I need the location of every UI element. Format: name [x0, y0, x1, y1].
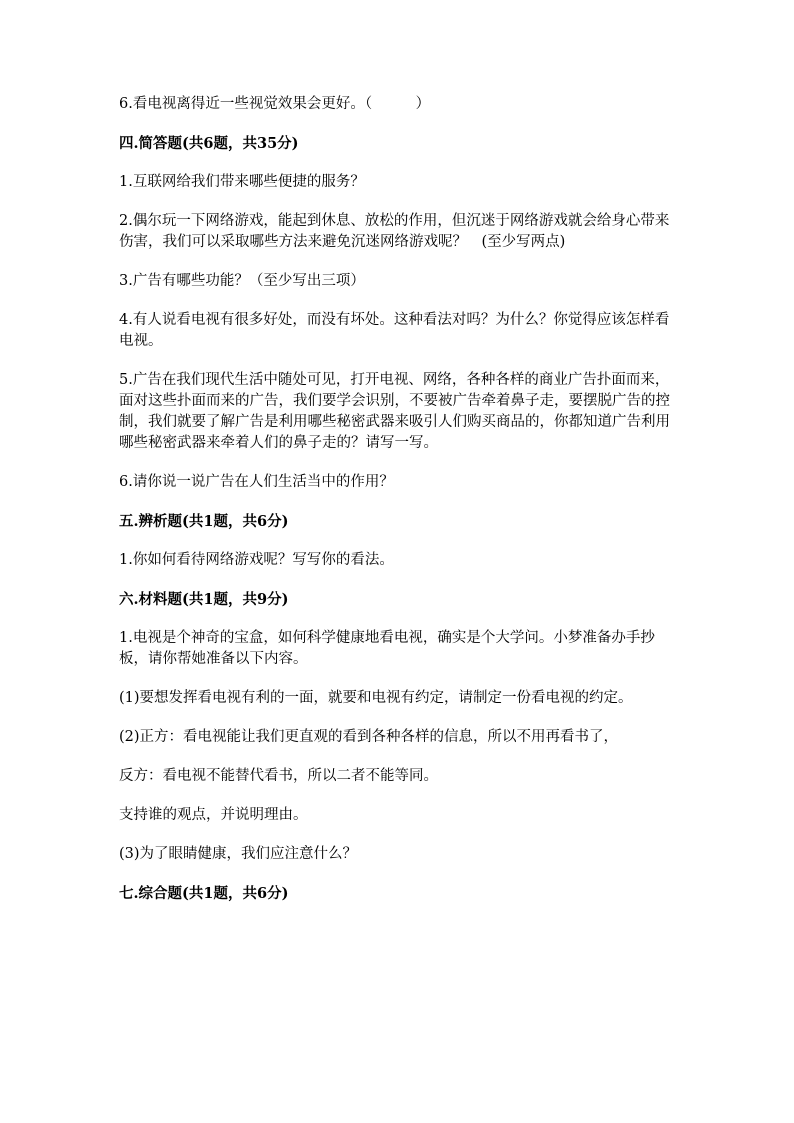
short-answer-q5: 5.广告在我们现代生活中随处可见，打开电视、网络，各种各样的商业广告扑面而来，面对这些扑面而来的广告，我们要学会识别，不要被广告牵着鼻子走，要摆脱广告的控制，我们就要了解广告是利用哪些秘密武器来吸引人们购买商品的，你都知道广告利用哪些秘密武器来牵着人们的鼻子走的？请写一写。	[119, 372, 670, 451]
short-answer-q6: 6.请你说一说广告在人们生活当中的作用？	[119, 474, 394, 490]
section-6-heading: 六.材料题(共1题，共9分)	[119, 591, 289, 608]
exam-page	[119, 94, 671, 904]
short-answer-q2: 2.偶尔玩一下网络游戏，能起到休息、放松的作用，但沉迷于网络游戏就会给身心带来伤害，我们可以采取哪些方法来避免沉迷网络游戏呢？ (至少写两点)	[119, 213, 670, 250]
short-answer-q4: 4.有人说看电视有很多好处，而没有坏处。这种看法对吗？为什么？你觉得应该怎样看电视。	[119, 312, 670, 349]
section-4-heading: 四.简答题(共6题，共35分)	[119, 135, 299, 152]
material-q1-sub2-pro: (2)正方：看电视能让我们更直观的看到各种各样的信息，所以不用再看书了，	[119, 729, 619, 745]
material-q1-sub1: (1)要想发挥看电视有利的一面，就要和电视有约定，请制定一份看电视的约定。	[119, 690, 633, 706]
section-5-heading: 五.辨析题(共1题，共6分)	[119, 513, 289, 530]
short-answer-q3: 3.广告有哪些功能？（至少写出三项）	[119, 273, 365, 289]
material-q1-sub2-con: 反方：看电视不能替代看书，所以二者不能等同。	[119, 768, 438, 784]
analysis-q1: 1.你如何看待网络游戏呢？写写你的看法。	[119, 552, 394, 568]
section-7-heading: 七.综合题(共1题，共6分)	[119, 885, 289, 902]
short-answer-q1: 1.互联网给我们带来哪些便捷的服务？	[119, 174, 365, 190]
material-q1: 1.电视是个神奇的宝盒，如何科学健康地看电视，确实是个大学问。小梦准备办手抄板，请你帮她准备以下内容。	[119, 630, 655, 667]
material-q1-sub2-ask: 支持谁的观点，并说明理由。	[119, 807, 308, 823]
material-q1-sub3: (3)为了眼睛健康，我们应注意什么？	[119, 846, 358, 862]
true-false-item-6: 6.看电视离得近一些视觉效果会更好。（ ）	[119, 96, 431, 112]
